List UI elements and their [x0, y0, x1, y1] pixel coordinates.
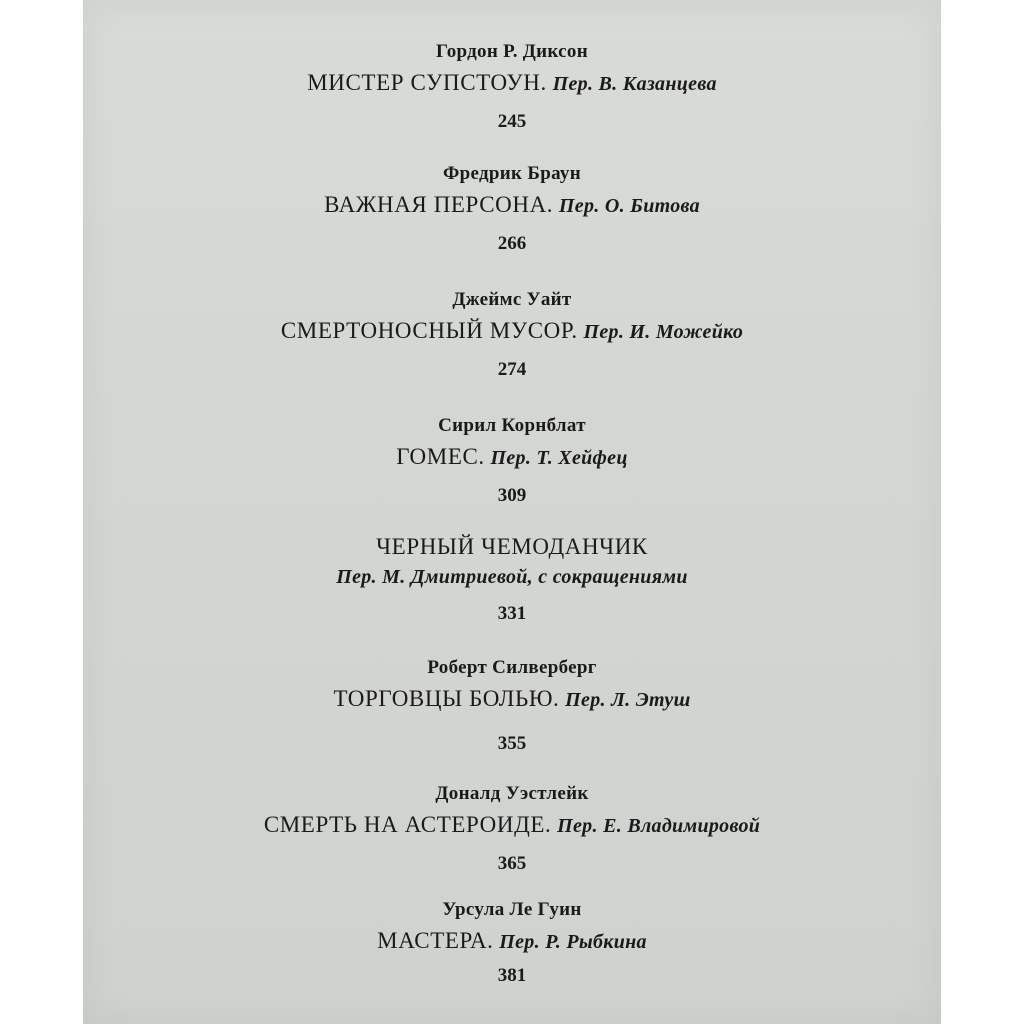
toc-entry [83, 532, 941, 626]
page-number: 331 [497, 603, 527, 624]
page-number: 355 [497, 733, 527, 754]
title-line [83, 316, 941, 346]
page-number: 365 [497, 853, 527, 874]
title-line [83, 810, 941, 840]
translator-credit: Пер. Е. Владимировой [557, 815, 761, 837]
page-number: 309 [497, 485, 527, 506]
author-name: Урсула Ле Гуин [442, 899, 582, 920]
story-title: СМЕРТЬ НА АСТЕРОИДЕ. [263, 812, 552, 837]
toc-entry [83, 162, 941, 256]
author-name: Гордон Р. Диксон [436, 41, 588, 62]
toc-entry [83, 656, 941, 756]
toc-entry [83, 414, 941, 508]
story-title: ГОМЕС. [396, 444, 485, 469]
author-name: Джеймс Уайт [452, 289, 572, 310]
translator-credit: Пер. М. Дмитриевой, с сокращениями [336, 566, 688, 588]
title-line [83, 926, 941, 956]
story-title: МИСТЕР СУПСТОУН. [307, 70, 547, 95]
title-line [83, 532, 941, 562]
page-number: 381 [497, 965, 527, 986]
page-number: 266 [497, 233, 527, 254]
story-title: ВАЖНАЯ ПЕРСОНА. [324, 192, 554, 217]
translator-credit: Пер. О. Битова [558, 195, 700, 217]
author-name: Сирил Корнблат [438, 415, 586, 436]
author-name: Фредрик Браун [443, 163, 581, 184]
toc-entry [83, 40, 941, 134]
translator-credit: Пер. Л. Этуш [565, 689, 691, 711]
toc-entry [83, 898, 941, 988]
toc-entry [83, 782, 941, 876]
translator-credit: Пер. Т. Хейфец [490, 447, 628, 469]
translator-credit: Пер. В. Казанцева [552, 73, 717, 95]
translator-credit: Пер. И. Можейко [583, 321, 744, 343]
translator-line [83, 564, 941, 590]
book-page [83, 0, 941, 1024]
translator-credit: Пер. Р. Рыбкина [499, 931, 647, 953]
story-title: ЧЕРНЫЙ ЧЕМОДАНЧИК [376, 534, 648, 559]
page-number: 274 [497, 359, 527, 380]
author-name: Доналд Уэстлейк [435, 783, 589, 804]
title-line [83, 190, 941, 220]
story-title: СМЕРТОНОСНЫЙ МУСОР. [280, 318, 578, 343]
toc-entry [83, 288, 941, 382]
story-title: МАСТЕРА. [377, 928, 494, 953]
title-line [83, 442, 941, 472]
story-title: ТОРГОВЦЫ БОЛЬЮ. [333, 686, 560, 711]
title-line [83, 684, 941, 714]
page-number: 245 [497, 111, 527, 132]
title-line [83, 68, 941, 98]
author-name: Роберт Силверберг [427, 657, 597, 678]
